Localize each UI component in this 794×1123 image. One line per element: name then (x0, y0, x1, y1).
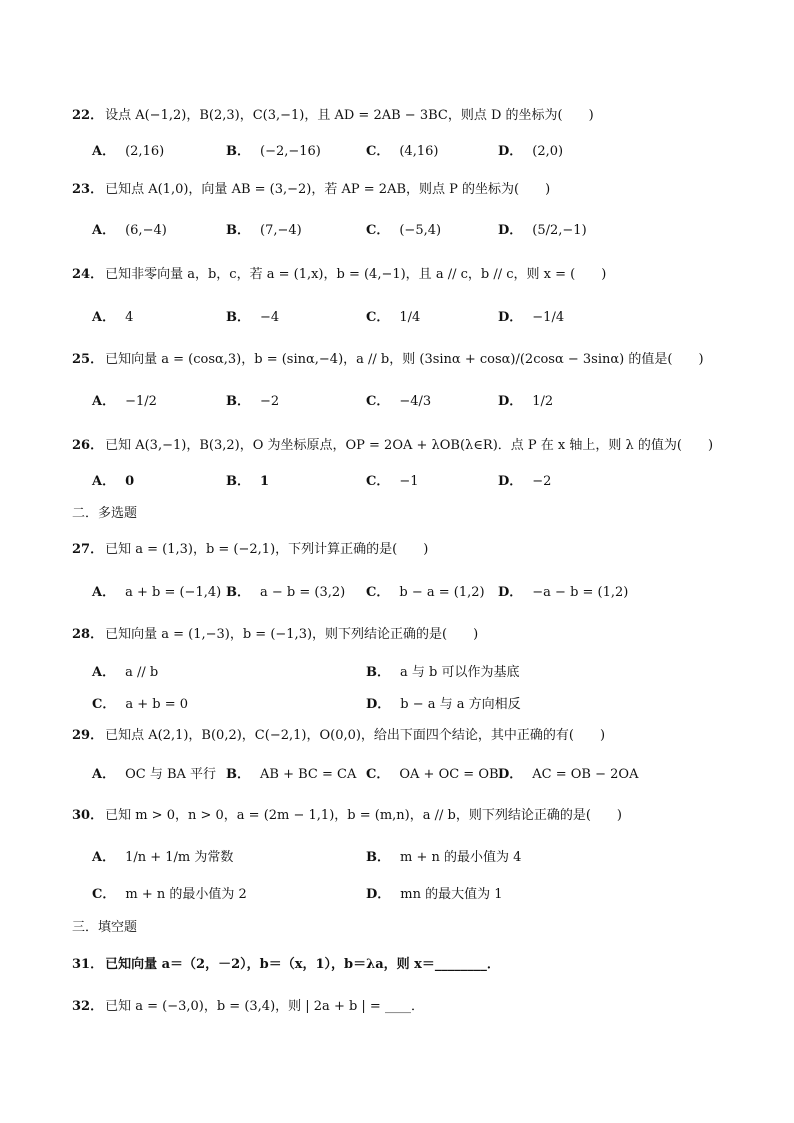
question-23: 23． 已知点 A(1,0)，向量 AB = (3,−2)，若 AP = 2AB，则点 P 的坐标为( ) (72, 182, 551, 197)
option-b: B． AB + BC = CA (226, 767, 357, 782)
option-a: A． −1/2 (92, 394, 157, 409)
question-29: 29． 已知点 A(2,1)，B(0,2)，C(−2,1)，O(0,0)，给出下面四个结论，其中正确的有( ) (72, 728, 606, 743)
option-a: A． OC 与 BA 平行 (92, 767, 217, 782)
question-27: 27． 已知 a = (1,3)，b = (−2,1)，下列计算正确的是( ) (72, 542, 429, 557)
option-c: C． OA + OC = OB (366, 767, 499, 782)
option-b: B． −2 (226, 394, 280, 409)
option-d: D． (5/2,−1) (498, 223, 587, 238)
question-26: 26． 已知 A(3,−1)，B(3,2)，O 为坐标原点，OP = 2OA + λOB(λ∈R)．点 P 在 x 轴上，则 λ 的值为( ) (72, 438, 714, 453)
option-c: C． −4/3 (366, 394, 432, 409)
option-d: D． −a − b = (1,2) (498, 585, 629, 600)
option-d: D． (2,0) (498, 144, 564, 159)
option-c: C． (4,16) (366, 144, 439, 159)
option-b: B． −4 (226, 310, 280, 325)
question-30: 30． 已知 m > 0，n > 0，a = (2m − 1,1)，b = (m,n)，a // b，则下列结论正确的是( ) (72, 808, 622, 823)
option-c: C． a + b = 0 (92, 697, 189, 712)
option-b: B． 1 (226, 474, 270, 489)
question-22 (72, 107, 594, 125)
option-b: B． m + n 的最小值为 4 (366, 850, 522, 865)
question-32: 32． 已知 a = (−3,0)，b = (3,4)，则 | 2a + b | = ____． (72, 999, 424, 1014)
question-25: 25． 已知向量 a = (cosα,3)，b = (sinα,−4)，a // b，则 (3sinα + cosα)/(2cosα − 3sinα) 的值是( ) (72, 352, 704, 367)
option-d: D． −2 (498, 474, 552, 489)
option-b: B． (7,−4) (226, 223, 302, 238)
option-a: A． 0 (92, 474, 135, 489)
option-b: B． (−2,−16) (226, 144, 321, 159)
option-a: A． 1/n + 1/m 为常数 (92, 850, 234, 865)
question-number: 22． (72, 108, 104, 123)
option-c: C． b − a = (1,2) (366, 585, 485, 600)
option-b: B． a 与 b 可以作为基底 (366, 665, 520, 680)
question-31: 31． 已知向量 a＝（2，－2），b＝（x，1），b＝λa，则 x＝________． (72, 957, 500, 972)
question-24: 24． 已知非零向量 a，b，c，若 a = (1,x)，b = (4,−1)，且 a // c，b // c，则 x = ( ) (72, 267, 607, 282)
option-a: A． 4 (92, 310, 134, 325)
question-28: 28． 已知向量 a = (1,−3)，b = (−1,3)，则下列结论正确的是( ) (72, 627, 479, 642)
option-d: D． AC = OB − 2OA (498, 767, 639, 782)
option-d: D． mn 的最大值为 1 (366, 887, 503, 902)
section-heading: 二．多选题 (72, 506, 138, 521)
option-a: A． (2,16) (92, 144, 165, 159)
option-a: A． a + b = (−1,4) (92, 585, 222, 600)
option-d: D． 1/2 (498, 394, 554, 409)
option-c: C． m + n 的最小值为 2 (92, 887, 247, 902)
section-heading: 三．填空题 (72, 920, 138, 935)
option-c: C． (−5,4) (366, 223, 442, 238)
option-d: D． b − a 与 a 方向相反 (366, 697, 521, 712)
option-c: C． −1 (366, 474, 419, 489)
option-a: A． a // b (92, 665, 159, 680)
option-b: B． a − b = (3,2) (226, 585, 346, 600)
option-a: A． (6,−4) (92, 223, 167, 238)
option-d: D． −1/4 (498, 310, 565, 325)
option-c: C． 1/4 (366, 310, 421, 325)
question-stem: 设点 A(−1,2)，B(2,3)，C(3,−1)，且 AD = 2AB − 3BC，则点 D 的坐标为( ) (105, 108, 594, 123)
